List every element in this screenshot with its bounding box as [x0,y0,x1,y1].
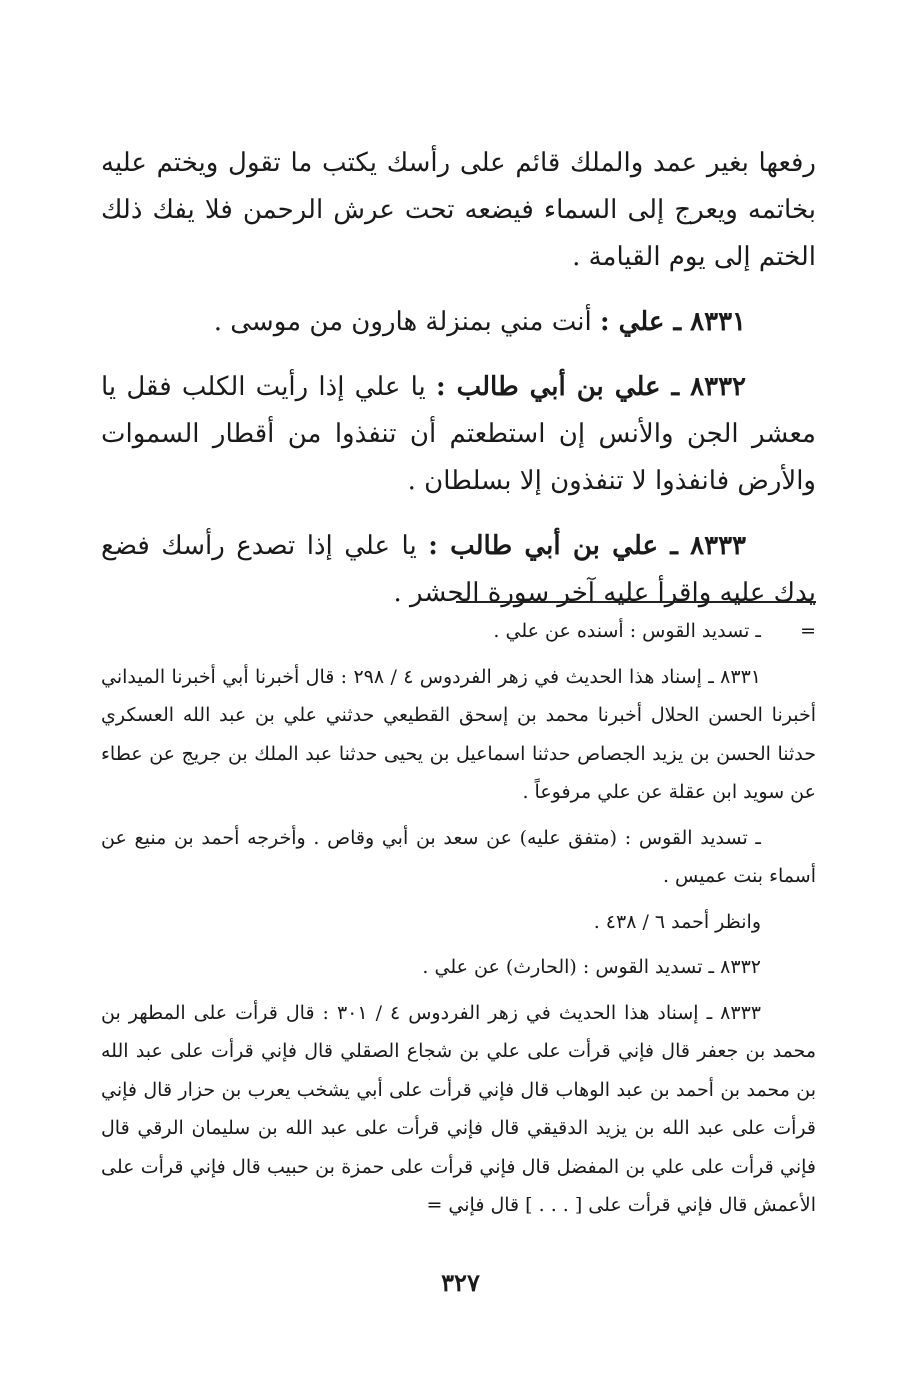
page-number: ٣٢٧ [441,1268,480,1297]
main-text [101,140,816,635]
entry-heading: ٨٣٣٢ ـ علي بن أبي طالب : [436,372,747,402]
footnote-previous [101,612,816,651]
entry-heading: ٨٣٣١ ـ علي : [599,307,746,337]
footnote-divider [456,601,816,603]
main-paragraph-continued: رفعها بغير عمد والملك قائم على رأسك يكتب ما تقول ويختم عليه بخاتمه ويعرج إلى السماء فيضعه تحت عرش الرحمن فلا يفك ذلك الختم إلى يوم القيامة . [101,148,816,272]
footnote-8333: ٨٣٣٣ ـ إسناد هذا الحديث في زهر الفردوس ٤ / ٣٠١ : قال قرأت على المطهر بن محمد بن جعفر قال فإني قرأت على علي بن شجاع الصقلي قال فإني قرأت على عبد الله بن محمد بن أحمد بن عبد الوهاب قال فإني قرأت على أبي يشخب يعرب بن حزار قال فإني قرأت على عبد الله بن يزيد الدقيقي قال فإني قرأت على عبد الله بن سليمان الرقي قال فإني قرأت على علي بن المفضل قال فإني قرأت على حمزة بن حبيب قال فإني قرأت على الأعمش قال فإني قرأت على [ . . . ] قال فإني = [101,1001,816,1216]
continuation-mark: = [800,620,816,642]
hadith-entry-8332 [101,364,816,505]
footnote-8331-see-also: وانظر أحمد ٦ / ٤٣٨ . [593,910,761,933]
entry-text: أنت مني بمنزلة هارون من موسى . [213,307,592,337]
entry-heading: ٨٣٣٣ ـ علي بن أبي طالب : [428,531,746,561]
footnote-8331-tasdid: ـ تسديد القوس : (متفق عليه) عن سعد بن أبي وقاص . وأخرجه أحمد بن منيع عن أسماء بنت عميس . [101,826,816,887]
footnotes-section [101,612,816,1232]
entry-text: يا علي إذا تصدع رأسك فضع يدك عليه واقرأ عليه آخر سورة الحشر . [101,531,816,608]
footnote-text: ـ تسديد القوس : أسنده عن علي . [493,620,761,642]
footnote-8332: ٨٣٣٢ ـ تسديد القوس : (الحارث) عن علي . [422,956,761,978]
footnote-8331: ٨٣٣١ ـ إسناد هذا الحديث في زهر الفردوس ٤ / ٢٩٨ : قال أخبرنا أبي أخبرنا الميداني أخبرنا الحسن الحلال أخبرنا محمد بن إسحق القطيعي حدثني علي بن عبد الله العسكري حدثنا الحسن بن يزيد الجصاص حدثنا اسماعيل بن يحيى حدثنا عبد الملك بن جريج عن عطاء عن سويد ابن عقلة عن علي مرفوعاً . [101,665,816,803]
entry-text: يا علي إذا رأيت الكلب فقل يا معشر الجن والأنس إن استطعتم أن تنفذوا من أقطار السموات والأرض فانفذوا لا تنفذون إلا بسلطان . [101,372,816,496]
hadith-entry-8331 [101,299,816,346]
